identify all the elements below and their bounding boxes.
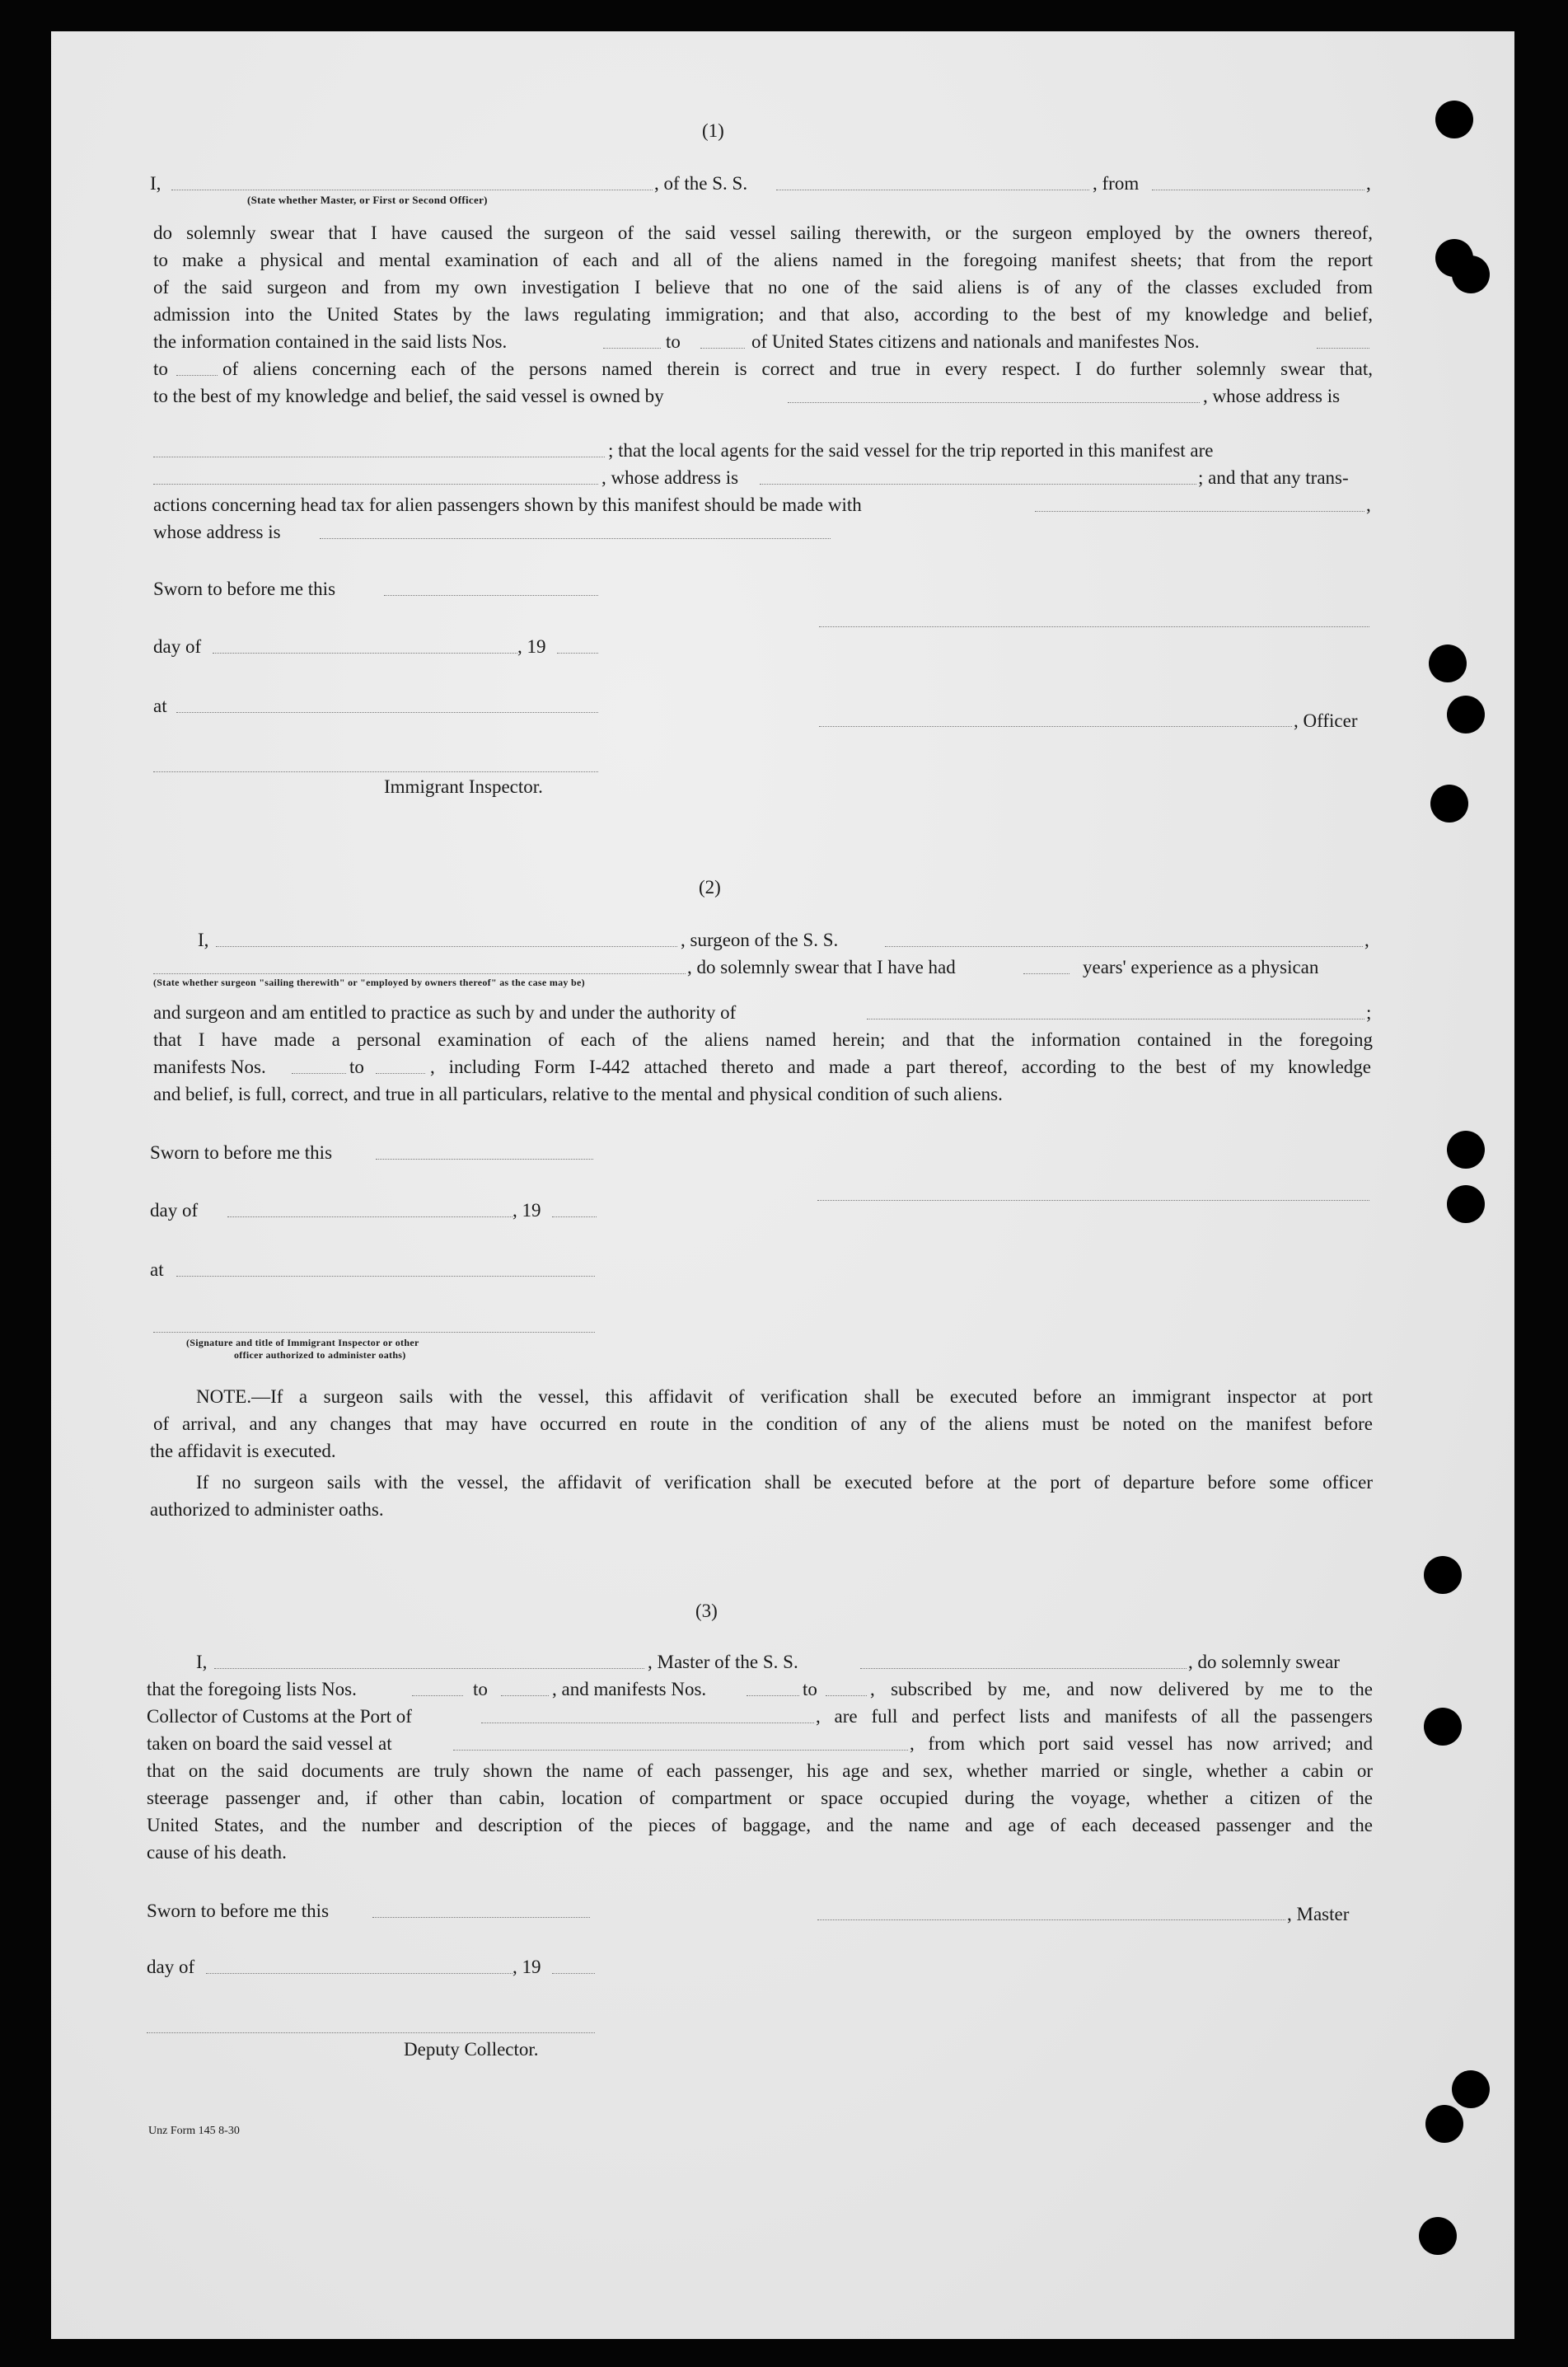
s3-line2-a: that the foregoing lists Nos.	[147, 1679, 357, 1699]
binder-hole	[1419, 2217, 1457, 2255]
s2-day-of-field[interactable]	[227, 1216, 513, 1217]
s1-head-tax-field[interactable]	[1035, 511, 1364, 512]
s2-year: , 19	[513, 1200, 541, 1221]
s1-agents-field[interactable]	[153, 484, 598, 485]
s1-line1-from: , from	[1093, 173, 1140, 194]
s3-text-line: United States, and the number and description of the pieces of baggage, and the name and age of each deceased passenger and the	[147, 1815, 1373, 1835]
s1-sworn: Sworn to before me this	[153, 579, 336, 599]
section-1-heading: (1)	[702, 120, 724, 141]
binder-hole	[1452, 255, 1490, 293]
note-line: NOTE.—If a surgeon sails with the vessel, this affidavit of verification shall be executed before an immigrant inspector at port	[196, 1386, 1373, 1407]
s1-at-field[interactable]	[176, 712, 598, 713]
s2-manifests-from-field[interactable]	[292, 1073, 346, 1074]
s1-at: at	[153, 696, 167, 716]
s1-line6-to: to	[666, 331, 681, 352]
s2-years-field[interactable]	[1023, 973, 1070, 974]
form-page	[51, 31, 1514, 2339]
binder-hole	[1452, 2070, 1490, 2108]
s3-line3-b: , are full and perfect lists and manifests of all the passengers	[816, 1706, 1373, 1727]
s1-line7-to: to	[153, 359, 168, 379]
section-2-heading: (2)	[699, 877, 721, 898]
s3-line2-to2: to	[803, 1679, 817, 1699]
s3-line4-b: , from which port said vessel has now arrived; and	[910, 1733, 1373, 1754]
s1-line12: whose address is	[153, 522, 281, 542]
note2-line: If no surgeon sails with the vessel, the affidavit of verification shall be executed before at the port of departure before some officer	[196, 1472, 1373, 1493]
s2-line1-i: I,	[198, 930, 209, 950]
s3-year: , 19	[513, 1957, 541, 1977]
s1-agents-address-field[interactable]	[760, 484, 1196, 485]
s3-text-line: steerage passenger and, if other than cabin, location of compartment or space occupied during the voyage, whether a citizen of the	[147, 1788, 1373, 1808]
s1-officer-signature-line[interactable]	[819, 626, 1369, 627]
s2-vessel-name-field[interactable]	[885, 946, 1363, 947]
s2-surgeon-type-field[interactable]	[153, 973, 686, 974]
s2-year-field[interactable]	[552, 1216, 597, 1217]
s3-vessel-name-field[interactable]	[860, 1668, 1187, 1669]
s2-at-field[interactable]	[176, 1276, 595, 1277]
s3-manifests-to-field[interactable]	[826, 1695, 867, 1696]
s1-line11-b: ,	[1366, 494, 1371, 515]
s1-officer-note: (State whether Master, or First or Second Officer)	[247, 194, 488, 206]
s1-text-line: of the said surgeon and from my own investigation I believe that no one of the said aliens is of any of the classes excluded from	[153, 277, 1373, 298]
s2-line3-a: and surgeon and am entitled to practice as such by and under the authority of	[153, 1002, 737, 1023]
s3-deputy-label: Deputy Collector.	[404, 2039, 539, 2060]
s2-at: at	[150, 1259, 164, 1280]
s3-lists-to-field[interactable]	[501, 1695, 549, 1696]
s1-text-line: to make a physical and mental examination of each and all of the aliens named in the foregoing manifest sheets; that from the report	[153, 250, 1373, 270]
binder-hole	[1435, 101, 1473, 138]
s2-surgeon-signature-line[interactable]	[817, 1200, 1369, 1201]
s3-lists-from-field[interactable]	[412, 1695, 463, 1696]
s2-line3-b: ;	[1366, 1002, 1372, 1023]
s1-manifests-to-field[interactable]	[176, 375, 218, 376]
s2-surgeon-type-note: (State whether surgeon "sailing therewith" or "employed by owners thereof" as the case may be)	[153, 977, 585, 988]
s1-text-line: do solemnly swear that I have caused the surgeon of the said vessel sailing therewith, or the surgeon employed by the owners thereof,	[153, 223, 1373, 243]
s2-line5-to: to	[349, 1057, 364, 1077]
s2-manifests-to-field[interactable]	[376, 1073, 425, 1074]
note-line: the affidavit is executed.	[150, 1441, 336, 1461]
s3-deputy-signature-line[interactable]	[147, 2032, 595, 2033]
s3-departure-port-field[interactable]	[453, 1750, 908, 1751]
s1-line1-i: I,	[150, 173, 161, 194]
binder-hole	[1424, 1556, 1462, 1594]
s2-line1-comma: ,	[1364, 930, 1369, 950]
s1-text-line: admission into the United States by the laws regulating immigration; and that also, according to the best of my knowledge and belief,	[153, 304, 1373, 325]
form-number: Unz Form 145 8-30	[148, 2125, 240, 2137]
note2-line: authorized to administer oaths.	[150, 1499, 384, 1520]
s3-line3-a: Collector of Customs at the Port of	[147, 1706, 412, 1727]
s1-line9: ; that the local agents for the said vessel for the trip reported in this manifest are	[608, 440, 1214, 461]
s3-manifests-from-field[interactable]	[747, 1695, 799, 1696]
binder-hole	[1425, 2105, 1463, 2143]
s1-line11-a: actions concerning head tax for alien passengers shown by this manifest should be made with	[153, 494, 862, 515]
s3-sworn-day-field[interactable]	[372, 1917, 590, 1918]
s1-line7-b: of aliens concerning each of the persons named therein is correct and true in every respect. I do further solemnly swear that,	[222, 359, 1373, 379]
s1-officer-label: , Officer	[1294, 710, 1358, 731]
section-3-heading: (3)	[695, 1601, 718, 1621]
s3-sworn: Sworn to before me this	[147, 1901, 330, 1921]
s1-officer-title-line[interactable]	[819, 726, 1292, 727]
s1-year-field[interactable]	[557, 653, 598, 654]
s2-line1-surgeon-ss: , surgeon of the S. S.	[681, 930, 839, 950]
s3-line1-master-ss: , Master of the S. S.	[648, 1652, 798, 1672]
binder-hole	[1429, 644, 1467, 682]
s1-lists-to-field[interactable]	[700, 348, 745, 349]
s3-line2-to1: to	[473, 1679, 488, 1699]
s1-manifests-from-field[interactable]	[1317, 348, 1369, 349]
s3-year-field[interactable]	[552, 1973, 595, 1974]
binder-hole	[1430, 785, 1468, 823]
s2-line6: and belief, is full, correct, and true in all particulars, relative to the mental and physical condition of such aliens.	[153, 1084, 1003, 1104]
s3-line2-manifests: , and manifests Nos.	[552, 1679, 707, 1699]
s3-master-name-field[interactable]	[214, 1668, 644, 1669]
s3-line1-swear: , do solemnly swear	[1188, 1652, 1340, 1672]
s3-day-of: day of	[147, 1957, 195, 1977]
s1-line10-b: ; and that any trans-	[1198, 467, 1349, 488]
s3-master-signature-line[interactable]	[817, 1919, 1285, 1920]
s3-line4-a: taken on board the said vessel at	[147, 1733, 392, 1754]
s1-inspector-signature-line[interactable]	[153, 771, 598, 772]
binder-hole	[1447, 696, 1485, 734]
s1-line6-c: of United States citizens and nationals and manifestes Nos.	[751, 331, 1200, 352]
s1-day-of: day of	[153, 636, 202, 657]
s1-line10-a: , whose address is	[601, 467, 739, 488]
s3-master-label: , Master	[1287, 1904, 1350, 1924]
s2-line5-c: , including Form I-442 attached thereto and made a part thereof, according to the best of my knowledge	[430, 1057, 1371, 1077]
s1-line1-of-ss: , of the S. S.	[654, 173, 748, 194]
s3-day-of-field[interactable]	[206, 1973, 513, 1974]
s2-day-of: day of	[150, 1200, 199, 1221]
s1-line8-a: to the best of my knowledge and belief, the said vessel is owned by	[153, 386, 664, 406]
s2-line2-b: years' experience as a physican	[1083, 957, 1319, 977]
s2-line5-a: manifests Nos.	[153, 1057, 266, 1077]
s3-text-line: cause of his death.	[147, 1842, 287, 1863]
s2-line4: that I have made a personal examination of each of the aliens named herein; and that the information contained in the foregoing	[153, 1029, 1373, 1050]
s2-sig-note-1: (Signature and title of Immigrant Inspector or other	[186, 1337, 419, 1348]
s1-sworn-day-field[interactable]	[384, 595, 598, 596]
s2-surgeon-name-field[interactable]	[216, 946, 677, 947]
s1-day-of-field[interactable]	[213, 653, 517, 654]
s2-inspector-signature-line[interactable]	[153, 1332, 595, 1333]
s1-lists-from-field[interactable]	[603, 348, 661, 349]
binder-hole	[1447, 1131, 1485, 1169]
s1-line8-b: , whose address is	[1203, 386, 1341, 406]
s2-sworn-day-field[interactable]	[376, 1159, 593, 1160]
s1-line1-comma: ,	[1366, 173, 1371, 194]
s3-text-line: that on the said documents are truly shown the name of each passenger, his age and sex, whether married or single, whether a cabin or	[147, 1760, 1373, 1781]
s1-inspector-label: Immigrant Inspector.	[384, 776, 543, 797]
s1-year: , 19	[517, 636, 546, 657]
s1-owner-field[interactable]	[788, 402, 1200, 403]
binder-hole	[1424, 1708, 1462, 1746]
s1-line6-a: the information contained in the said lists Nos.	[153, 331, 508, 352]
s2-sig-note-2: officer authorized to administer oaths)	[234, 1349, 406, 1361]
s1-head-tax-address-field[interactable]	[320, 538, 831, 539]
note-line: of arrival, and any changes that may have occurred en route in the condition of any of the aliens must be noted on the manifest before	[153, 1413, 1373, 1434]
s3-line1-i: I,	[196, 1652, 208, 1672]
binder-hole	[1447, 1185, 1485, 1223]
s2-sworn: Sworn to before me this	[150, 1142, 333, 1163]
s3-line2-e: , subscribed by me, and now delivered by me to the	[870, 1679, 1373, 1699]
s2-line2-a: , do solemnly swear that I have had	[687, 957, 956, 977]
